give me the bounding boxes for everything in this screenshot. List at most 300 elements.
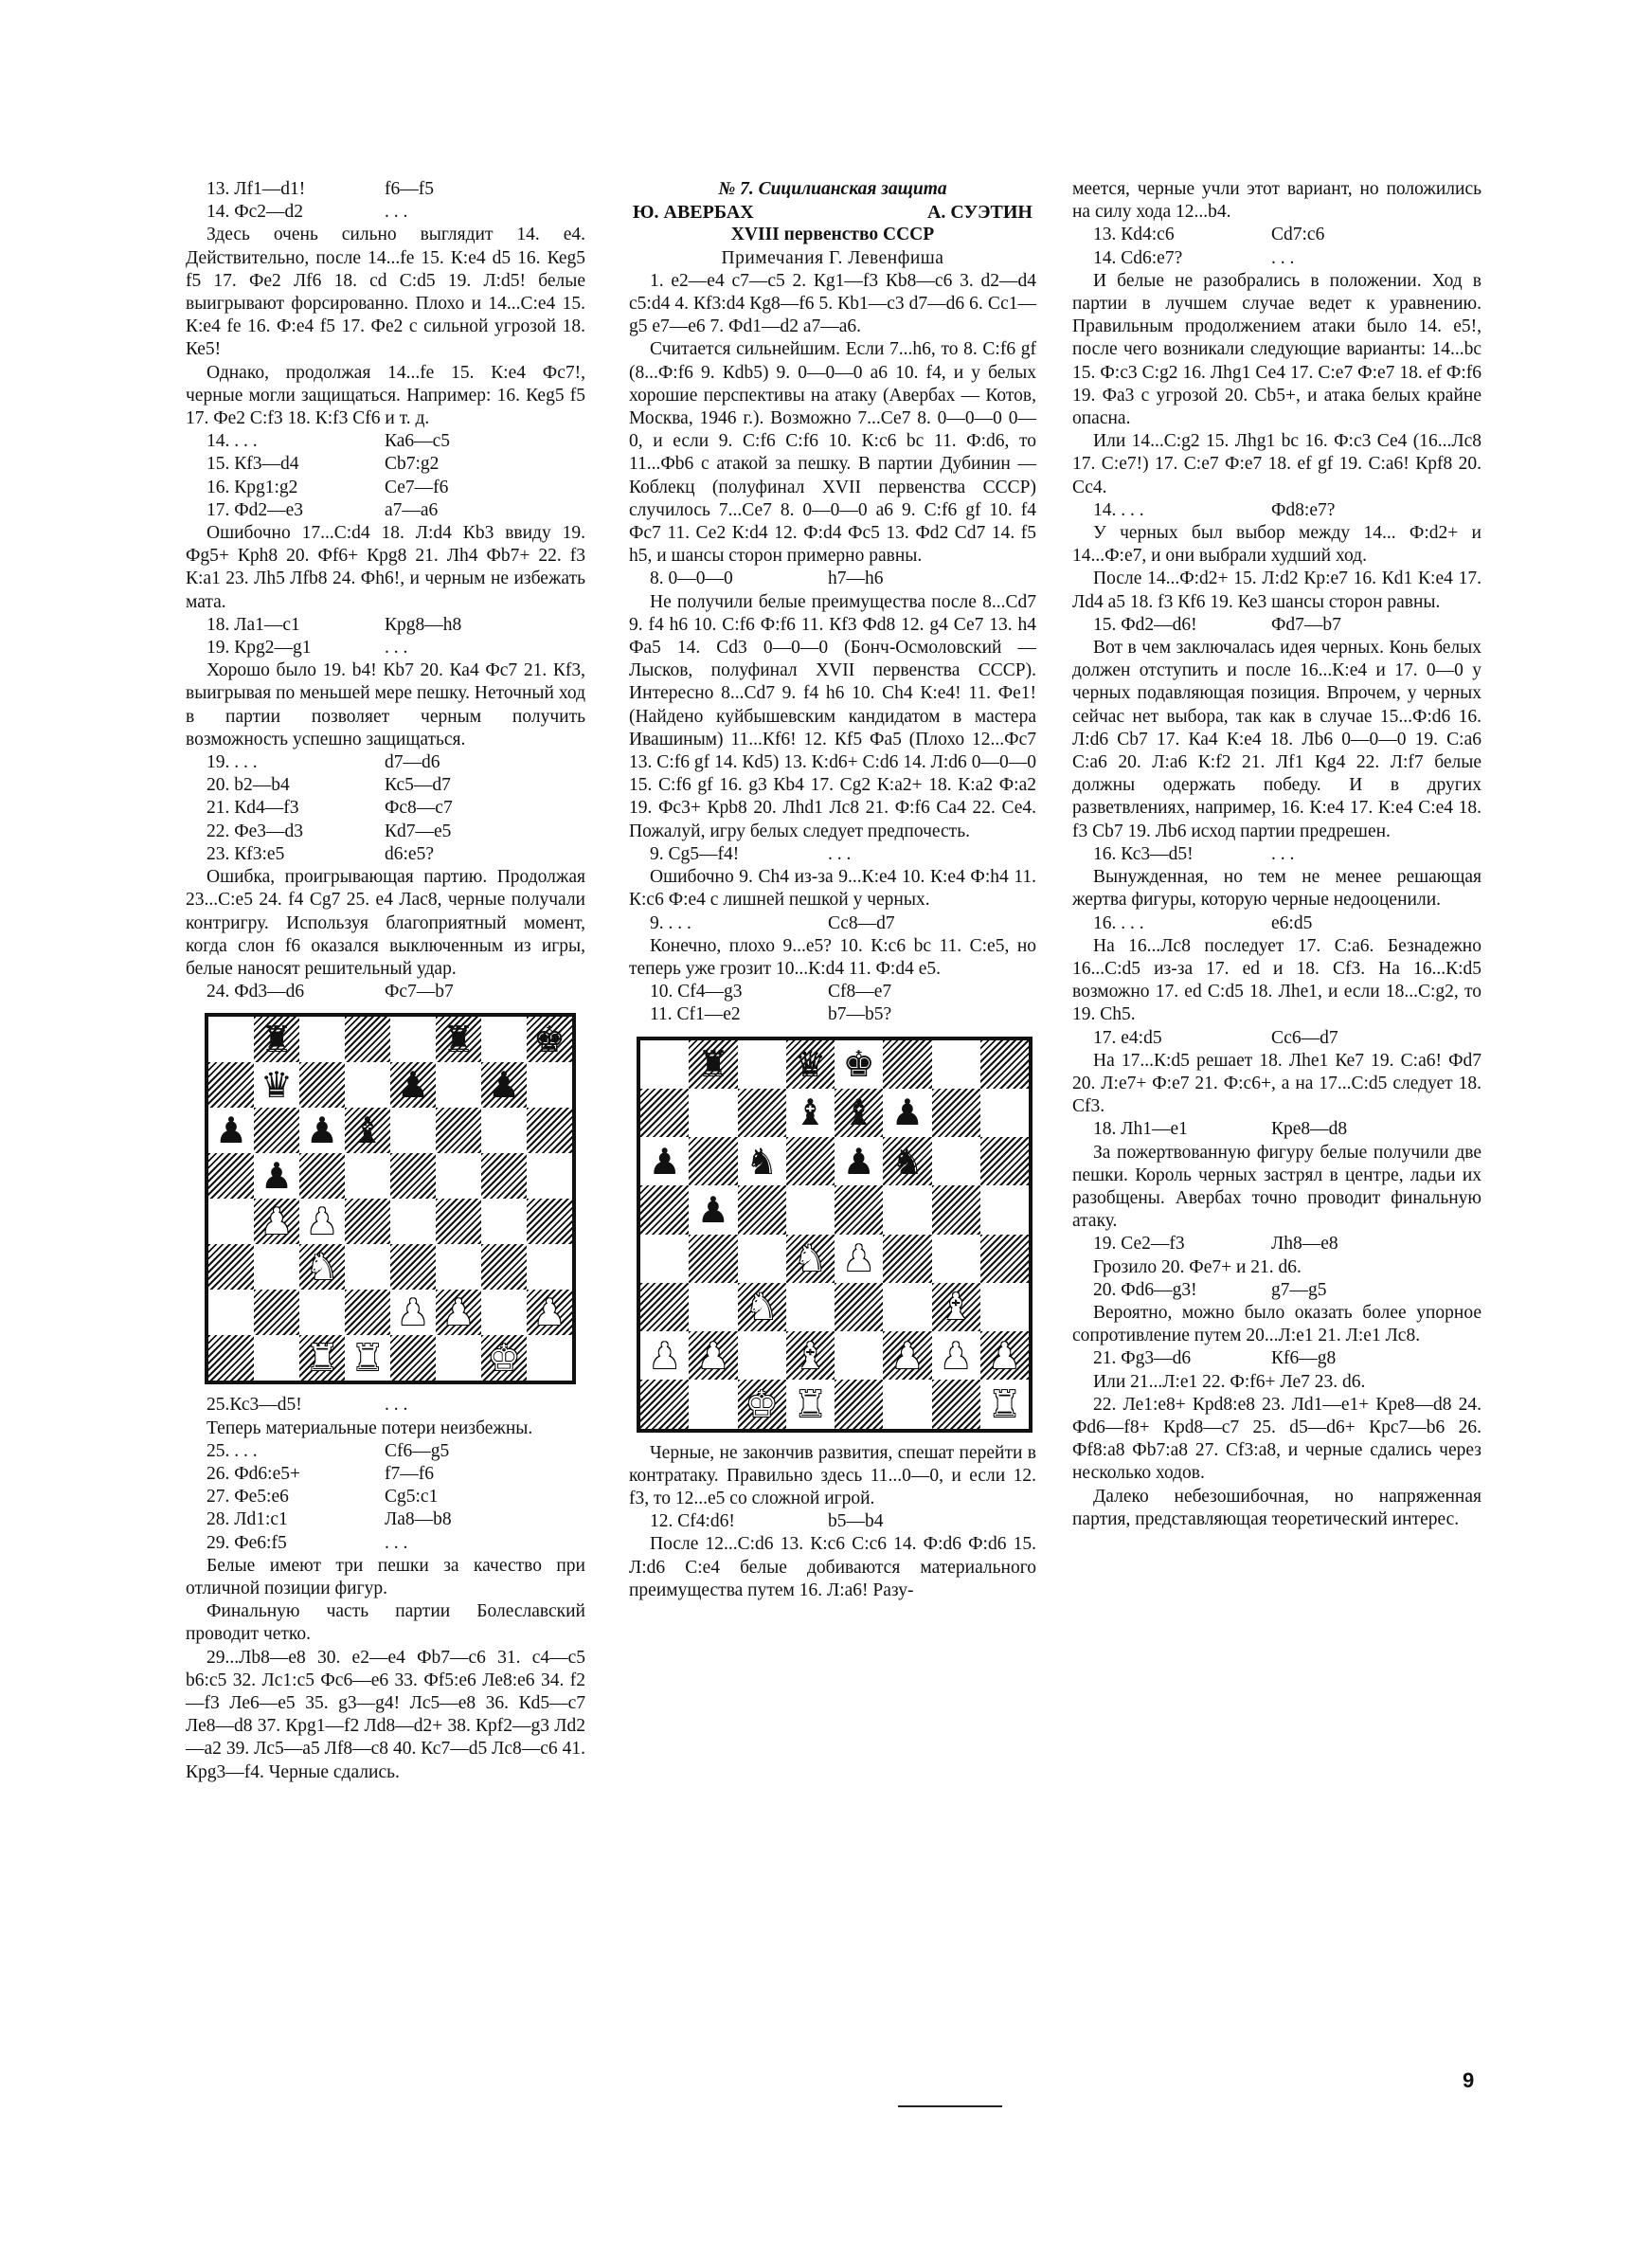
white-move: 20. Фd6—g3! (1093, 1279, 1197, 1300)
black-move: . . . (828, 843, 852, 864)
board-square (299, 1062, 345, 1108)
black-move: d7—d6 (385, 752, 440, 773)
white-move: 14. . . . (206, 431, 258, 452)
board-square (786, 1089, 835, 1137)
commentary-paragraph: Ошибочно 9. Сh4 из-за 9...К:е4 10. К:е4 Ф:h4 11. К:с6 Ф:е4 с лишней пешкой у черных. (629, 867, 1036, 911)
board-square (345, 1290, 390, 1335)
board-square (883, 1331, 931, 1380)
black-queen-icon: ♛ (260, 1064, 294, 1107)
board-square (738, 1089, 786, 1137)
commentary-paragraph: Ошибочно 17...С:d4 18. Л:d4 Кb3 ввиду 19. Фg5+ Крh8 20. Фf6+ Крg8 21. Лh4 Фb7+ 22. f3 К:а1 23. Лh5 Лfb8 24. Фh6!, и черным не избежать мата. (186, 523, 585, 612)
white-move: 21. Кd4—f3 (206, 798, 299, 819)
black-pawn-icon: ♟ (696, 1188, 729, 1231)
commentary-paragraph: У черных был выбор между 14... Ф:d2+ и 14...Ф:е7, и они выбрали худший ход. (1072, 523, 1481, 567)
black-move: а7—а6 (385, 499, 439, 520)
board-square (932, 1235, 980, 1283)
white-move: 25. . . . (206, 1440, 258, 1461)
commentary-paragraph: Вероятно, можно было оказать более упорное сопротивление путем 20...Л:е1 21. Л:е1 Лс8. (1072, 1302, 1481, 1346)
move-line (629, 981, 1036, 1003)
board-square (527, 1199, 572, 1244)
black-pawn-icon: ♟ (890, 1092, 924, 1134)
board-square (980, 1283, 1029, 1331)
board-square (835, 1137, 883, 1185)
board-square (786, 1040, 835, 1089)
black-rook-icon: ♜ (260, 1019, 294, 1061)
white-move: 23. Кf3:е5 (206, 843, 285, 864)
board-square (208, 1062, 254, 1108)
commentary-paragraph: Белые имеют три пешки за качество при отличной позиции фигур. (186, 1555, 585, 1598)
move-line (186, 797, 585, 820)
board-square (527, 1017, 572, 1062)
board-square (436, 1335, 481, 1381)
board-square (980, 1137, 1029, 1185)
move-line (1072, 843, 1481, 866)
black-pawn-icon: ♟ (305, 1110, 339, 1152)
white-move: 27. Фе5:е6 (206, 1487, 289, 1508)
board-square (689, 1331, 737, 1380)
board-square (738, 1185, 786, 1234)
move-line (186, 430, 585, 453)
commentary-paragraph: меется, черные учли этот вариант, но положились на силу хода 12...b4. (1072, 179, 1481, 223)
board-square (835, 1185, 883, 1234)
board-square (345, 1017, 390, 1062)
board-square (689, 1089, 737, 1137)
board-square (738, 1137, 786, 1185)
board-square (640, 1040, 689, 1089)
board-square (299, 1153, 345, 1199)
white-pawn-icon: ♟ (890, 1334, 924, 1377)
black-move: Сс6—d7 (1271, 1027, 1338, 1048)
white-move: 26. Фd6:е5+ (206, 1463, 300, 1484)
board-square (208, 1244, 254, 1290)
move-line (1072, 1233, 1481, 1255)
black-bishop-icon: ♝ (794, 1092, 827, 1134)
board-square (689, 1235, 737, 1283)
commentary-paragraph: После 14...Ф:d2+ 15. Л:d2 Кр:е7 16. Кd1 К:е4 17. Лd4 а5 18. f3 Кf6 19. Ке3 шансы сторон равны. (1072, 569, 1481, 612)
commentary-paragraph: 29...Лb8—е8 30. е2—е4 Фb7—с6 31. с4—с5 b6:с5 32. Лс1:с5 Фс6—е6 33. Фf5:е6 Ле8:е6 34. f2—f3 Ле6—е5 35. g3—g4! Лс5—е8 36. Кd5—с7 Ле8—d8 37. Крg1—f2 Лd8—d2+ 38. Крf2—g3 Лd2—а2 39. Лс5—а5 Лf8—с8 40. Кс7—d5 Лс8—с6 41. Крg3—f4. Черные сдались. (186, 1647, 585, 1782)
black-move: . . . (1271, 843, 1295, 864)
board-square (835, 1283, 883, 1331)
white-move: 25.Кс3—d5! (206, 1395, 302, 1416)
white-move: 8. 0—0—0 (650, 569, 733, 589)
black-move: . . . (385, 1395, 408, 1416)
board-square (254, 1108, 299, 1153)
white-pawn-icon: ♟ (648, 1334, 681, 1377)
black-move: Лh8—е8 (1271, 1234, 1338, 1255)
move-line (186, 981, 585, 1003)
board-square (980, 1089, 1029, 1137)
board-square (481, 1244, 527, 1290)
column-1-text-top (186, 178, 585, 1003)
move-line (1072, 224, 1481, 246)
move-line (1072, 1118, 1481, 1141)
board-square (345, 1153, 390, 1199)
board-square (689, 1283, 737, 1331)
board-square (254, 1290, 299, 1335)
board-square (390, 1108, 436, 1153)
white-move: 9. Сg5—f4! (650, 843, 740, 864)
move-line (186, 453, 585, 476)
board-square (883, 1040, 931, 1089)
black-pawn-icon: ♟ (842, 1140, 875, 1183)
board-square (932, 1283, 980, 1331)
commentary-paragraph: Черные, не закончив развития, спешат перейти в контратаку. Правильно здесь 11...0—0, и если 12. f3, то 12...е5 со сложной игрой. (629, 1442, 1036, 1508)
board-square (390, 1062, 436, 1108)
white-bishop-icon: ♝ (794, 1334, 827, 1377)
board-square (786, 1380, 835, 1428)
board-square (689, 1380, 737, 1428)
black-bishop-icon: ♝ (350, 1110, 385, 1152)
white-move: 21. Фg3—d6 (1093, 1348, 1192, 1369)
white-pawn-icon: ♟ (396, 1291, 430, 1334)
move-line (1072, 247, 1481, 270)
commentary-paragraph: На 17...К:d5 решает 18. Лhе1 Ке7 19. С:а6! Фd7 20. Л:е7+ Ф:е7 21. Ф:с6+, а на 17...С:d5 следует 18. Сf3. (1072, 1050, 1481, 1117)
white-move: 19. . . . (206, 752, 258, 773)
board-square (980, 1331, 1029, 1380)
move-line (1072, 1347, 1481, 1370)
black-move: . . . (385, 202, 408, 223)
board-square (835, 1380, 883, 1428)
black-move: Сf8—е7 (828, 982, 892, 1002)
board-square (640, 1331, 689, 1380)
white-bishop-icon: ♝ (940, 1286, 973, 1328)
white-pawn-icon: ♟ (305, 1201, 339, 1243)
white-rook-icon: ♜ (350, 1337, 385, 1380)
column-3 (1072, 178, 1481, 1531)
black-move: Кс5—d7 (385, 775, 451, 796)
board-square (883, 1283, 931, 1331)
white-move: 18. Лh1—е1 (1093, 1119, 1188, 1140)
board-square (481, 1153, 527, 1199)
white-rook-icon: ♜ (794, 1382, 827, 1425)
move-line (186, 1440, 585, 1463)
black-move: Кd7—е5 (385, 821, 452, 841)
board-square (786, 1235, 835, 1283)
board-square (208, 1199, 254, 1244)
move-line (186, 201, 585, 224)
move-line (186, 614, 585, 637)
commentary-paragraph: Однако, продолжая 14...fe 15. К:е4 Фс7!, черные могли защищаться. Например: 16. Кеg5 f5 17. Фе2 С:f3 18. К:f3 Сf6 и т. д. (186, 362, 585, 429)
board-square (436, 1244, 481, 1290)
board-square (640, 1283, 689, 1331)
board-square (527, 1153, 572, 1199)
white-move: 11. Сf1—е2 (650, 1004, 741, 1025)
board-square (689, 1185, 737, 1234)
board-square (254, 1244, 299, 1290)
board-square (299, 1199, 345, 1244)
board-square (345, 1062, 390, 1108)
black-move: b7—b5? (828, 1004, 892, 1025)
event-name: XVIII первенство СССР (730, 225, 935, 245)
white-king-icon: ♚ (487, 1337, 521, 1380)
white-move: 17. е4:d5 (1093, 1027, 1162, 1048)
move-line (1072, 499, 1481, 522)
black-move: Се7—f6 (385, 477, 449, 497)
move-line (186, 821, 585, 843)
board-square (390, 1244, 436, 1290)
board-square (980, 1235, 1029, 1283)
white-move: 29. Фе6:f5 (206, 1532, 287, 1553)
board-square (345, 1199, 390, 1244)
white-pawn-icon: ♟ (532, 1291, 566, 1334)
board-square (481, 1199, 527, 1244)
white-move: 24. Фd3—d6 (206, 982, 305, 1002)
board-square (786, 1185, 835, 1234)
board-square (786, 1331, 835, 1380)
commentary-paragraph: Или 14...С:g2 15. Лhg1 bc 16. Ф:с3 Се4 (16...Лс8 17. С:е7!) 17. С:е7 Ф:е7 18. ef gf 19. С:а6! Крf8 20. Сс4. (1072, 431, 1481, 497)
white-move: 20. b2—b4 (206, 775, 290, 796)
board-square (481, 1290, 527, 1335)
black-king-icon: ♚ (842, 1043, 875, 1086)
black-move: d6:е5? (385, 843, 434, 864)
board-square (254, 1062, 299, 1108)
move-line (186, 774, 585, 797)
white-knight-icon: ♞ (794, 1237, 827, 1280)
game-title: № 7. Сицилианская защита (718, 179, 947, 199)
board-square (481, 1017, 527, 1062)
black-move: Сf6—g5 (385, 1440, 450, 1461)
move-line (629, 1510, 1036, 1533)
board-square (932, 1331, 980, 1380)
move-line (186, 751, 585, 774)
white-king-icon: ♚ (745, 1382, 779, 1425)
board-square (883, 1089, 931, 1137)
move-line (629, 568, 1036, 590)
white-pawn-icon: ♟ (260, 1201, 294, 1243)
board-square (299, 1108, 345, 1153)
board-square (738, 1380, 786, 1428)
board-square (345, 1244, 390, 1290)
board-square (208, 1108, 254, 1153)
board-square (254, 1017, 299, 1062)
board-square (345, 1108, 390, 1153)
board-square (436, 1290, 481, 1335)
board-square (436, 1017, 481, 1062)
board-square (527, 1244, 572, 1290)
footer-rule (898, 2105, 1002, 2107)
black-move: Фd8:е7? (1271, 499, 1336, 520)
black-bishop-icon: ♝ (842, 1092, 875, 1134)
commentary-paragraph: Или 21...Л:е1 22. Ф:f6+ Ле7 23. d6. (1093, 1371, 1366, 1392)
black-move: Фс7—b7 (385, 982, 454, 1002)
commentary-paragraph: 22. Ле1:е8+ Крd8:е8 23. Лd1—е1+ Кре8—d8 24. Фd6—f8+ Крd8—с7 25. d5—d6+ Крс7—b6 26. Фf8:а8 Фb7:а8 27. Сf3:а8, и черные сдались через несколько ходов. (1072, 1394, 1481, 1484)
commentary-paragraph: Здесь очень сильно выглядит 14. е4. Действительно, после 14...fe 15. К:е4 d5 16. Кеg5 f5 17. Фе2 Лf6 18. cd С:d5 19. Л:d5! белые выигрывают форсированно. Плохо и 14...С:е4 15. К:е4 fe 16. Ф:е4 f5 17. Фе2 с сильной угрозой 18. Ке5! (186, 225, 585, 360)
move-line (186, 499, 585, 522)
move-line (1072, 912, 1481, 935)
black-rook-icon: ♜ (441, 1019, 476, 1061)
column-2-text-bottom (629, 1442, 1036, 1602)
black-move: Сg5:с1 (385, 1487, 439, 1508)
black-pawn-icon: ♟ (487, 1064, 521, 1107)
commentary-paragraph: Далеко небезошибочная, но напряженная партия, представляющая теоретический интерес. (1072, 1486, 1481, 1529)
board-square (640, 1380, 689, 1428)
board-square (980, 1185, 1029, 1234)
black-player: А. СУЭТИН (926, 202, 1032, 224)
commentary-paragraph: Грозило 20. Фе7+ и 21. d6. (1093, 1256, 1302, 1277)
black-move: . . . (385, 1532, 408, 1553)
board-square (689, 1137, 737, 1185)
white-move: 15. Фd2—d6! (1093, 614, 1197, 635)
board-square (254, 1199, 299, 1244)
board-square (527, 1335, 572, 1381)
black-move: Кf6—g8 (1271, 1348, 1337, 1369)
commentary-paragraph: Не получили белые преимущества после 8...Сd7 9. f4 h6 10. С:f6 Ф:f6 11. Кf3 Фd8 12. g4 Се7 13. h4 Фа5 14. Сd3 0—0—0 (Бонч-Осмоловский — Лысков, полуфинал XVII первенства СССР). Интересно 8...Сd7 9. f4 h6 10. Сh4 К:е4! 11. Фе1! (Найдено куйбышевским кандидатом в мастера Ивашиным) 11...Кf6! 12. Кf5 Фа5 (Плохо 12...Фс7 13. С:f6 gf 14. Кd5) 13. К:d6+ С:d6 14. Л:d6 0—0—0 15. С:f6 gf 16. g3 Кb4 17. Сg2 К:а2+ 18. К:а2 Ф:а2 19. Фс3+ Крb8 20. Лhd1 Лс8 21. Ф:f6 Са4 22. Се4. Пожалуй, игру белых следует предпочесть. (629, 591, 1036, 841)
commentary-paragraph: Вынужденная, но тем не менее решающая жертва фигуры, которую черные недооценили. (1072, 867, 1481, 911)
commentary-paragraph: Теперь материальные потери неизбежны. (206, 1417, 533, 1438)
board-square (527, 1290, 572, 1335)
commentary-paragraph: И белые не разобрались в положении. Ход в партии в лучшем случае ведет к уравнению. Правильным продолжением атаки было 14. е5!, после чего возникали следующие варианты: 14...bc 15. Ф:с3 С:g2 16. Лhg1 Се4 17. С:е7 Ф:е7 18. ef Ф:f6 19. Фа3 с угрозой 20. Сb5+, и атака белых крайне опасна. (1072, 270, 1481, 429)
move-line (186, 637, 585, 659)
move-line (186, 1394, 585, 1417)
board-square (640, 1137, 689, 1185)
board-square (299, 1017, 345, 1062)
board-square (932, 1137, 980, 1185)
black-pawn-icon: ♟ (648, 1140, 681, 1183)
black-knight-icon: ♞ (745, 1140, 779, 1183)
black-move: Ла8—b8 (385, 1509, 452, 1530)
black-move: f7—f6 (385, 1463, 434, 1484)
commentary-paragraph: На 16...Лс8 последует 17. С:а6. Безнадежно 16...С:d5 из-за 17. ed и 18. Сf3. На 16...К:d5 возможно 17. ed С:d5 18. Лhе1, и если 18...С:g2, то 19. Сh5. (1072, 935, 1481, 1025)
commentary-paragraph: Хорошо было 19. b4! Кb7 20. Ка4 Фс7 21. Кf3, выигрывая по меньшей мере пешку. Неточный ход в партии позволяет черным получить возможность успешно защищаться. (186, 660, 585, 749)
white-move: 14. . . . (1093, 499, 1144, 520)
black-move: h7—h6 (828, 569, 884, 589)
commentary-paragraph: За пожертвованную фигуру белые получили две пешки. Король черных застрял в центре, ладьи их разобщены. Авербах точно проводит финальную атаку. (1072, 1142, 1481, 1232)
white-pawn-icon: ♟ (940, 1334, 973, 1377)
white-move: 14. Сd6:е7? (1093, 247, 1183, 268)
commentary-paragraph: 1. е2—е4 с7—с5 2. Кg1—f3 Кb8—с6 3. d2—d4 с5:d4 4. Кf3:d4 Кg8—f6 5. Кb1—с3 d7—d6 6. Сс1—g5 е7—е6 7. Фd1—d2 а7—а6. (629, 270, 1036, 337)
move-line (186, 1486, 585, 1508)
column-1-text-bottom (186, 1394, 585, 1783)
white-move: 18. Ла1—с1 (206, 614, 300, 635)
board-square (932, 1040, 980, 1089)
commentary-paragraph: Вот в чем заключалась идея черных. Конь белых должен отступить и после 16...К:е4 и 17. 0—0 у черных подавляющая позиция. Впрочем, у черных сейчас нет выбора, так как в случае 15...Ф:d6 16. Л:d6 Сb7 17. Ка4 К:е4 18. Лb6 0—0—0 19. С:а6 С:а6 20. Л:а6 К:f2 21. Лf1 Кg4 22. Л:f7 белые должны одержать победу. И в других разветвлениях, например, 16. К:е4 17. К:е4 С:е4 18. f3 Сb7 19. Лb6 исход партии предрешен. (1072, 638, 1481, 841)
white-move: 16. . . . (1093, 912, 1144, 933)
black-pawn-icon: ♟ (214, 1110, 248, 1152)
column-2 (629, 178, 1036, 1602)
move-line (629, 843, 1036, 866)
white-move: 22. Фе3—d3 (206, 821, 304, 841)
white-move: 10. Сf4—g3 (650, 982, 743, 1002)
board-square (436, 1199, 481, 1244)
board-square (640, 1235, 689, 1283)
board-square (883, 1137, 931, 1185)
black-move: . . . (385, 638, 408, 659)
board-square (436, 1108, 481, 1153)
white-move: 28. Лd1:с1 (206, 1509, 288, 1530)
black-queen-icon: ♛ (794, 1043, 827, 1086)
board-square (390, 1017, 436, 1062)
white-move: 13. Лf1—d1! (206, 179, 306, 199)
chess-diagram-1 (205, 1013, 576, 1384)
board-square (481, 1335, 527, 1381)
board-square (883, 1235, 931, 1283)
commentary-paragraph: После 12...С:d6 13. К:с6 С:с6 14. Ф:d6 Ф:d6 15. Л:d6 С:е4 белые добиваются материального преимущества путем 16. Л:а6! Разу- (629, 1534, 1036, 1600)
black-move: Сс8—d7 (828, 912, 895, 933)
game-players (629, 201, 1036, 224)
board-square (299, 1290, 345, 1335)
commentary-paragraph: Конечно, плохо 9...е5? 10. К:с6 bc 11. С:е5, но теперь уже грозит 10...К:d4 11. Ф:d4 е5. (629, 935, 1036, 979)
board-square (932, 1185, 980, 1234)
board-square (640, 1185, 689, 1234)
board-square (390, 1290, 436, 1335)
move-line (186, 1463, 585, 1486)
board-square (883, 1185, 931, 1234)
board-square (390, 1153, 436, 1199)
commentary-paragraph: Финальную часть партии Болеславский проводит четко. (186, 1601, 585, 1645)
black-pawn-icon: ♟ (260, 1155, 294, 1198)
white-move: 19. Се2—f3 (1093, 1234, 1185, 1255)
black-king-icon: ♚ (532, 1019, 566, 1061)
white-player: Ю. АВЕРБАХ (633, 202, 754, 224)
column-2-text-top (629, 270, 1036, 1027)
black-knight-icon: ♞ (890, 1140, 924, 1183)
black-move: f6—f5 (385, 179, 434, 199)
board-square (980, 1380, 1029, 1428)
black-move: Сb7:g2 (385, 454, 440, 475)
board-square (208, 1017, 254, 1062)
white-pawn-icon: ♟ (441, 1291, 476, 1334)
board-square (527, 1108, 572, 1153)
black-move: Сd7:с6 (1271, 225, 1325, 245)
move-line (186, 178, 585, 201)
board-square (208, 1290, 254, 1335)
white-pawn-icon: ♟ (696, 1334, 729, 1377)
move-line (1072, 1279, 1481, 1302)
board-square (835, 1235, 883, 1283)
move-line (629, 912, 1036, 935)
white-pawn-icon: ♟ (842, 1237, 875, 1280)
black-move: Ка6—с5 (385, 431, 451, 452)
black-move: b5—b4 (828, 1511, 884, 1532)
board-square (738, 1040, 786, 1089)
black-move: Крg8—h8 (385, 614, 462, 635)
board-square (883, 1380, 931, 1428)
board-square (254, 1335, 299, 1381)
board-square (299, 1244, 345, 1290)
board-square (738, 1235, 786, 1283)
white-move: 9. . . . (650, 912, 691, 933)
white-move: 16. Крg1:g2 (206, 477, 298, 497)
black-pawn-icon: ♟ (396, 1064, 430, 1107)
black-move: Кре8—d8 (1271, 1119, 1348, 1140)
board-square (390, 1335, 436, 1381)
board-square (835, 1089, 883, 1137)
white-move: 14. Фс2—d2 (206, 202, 304, 223)
board-square (835, 1331, 883, 1380)
board-square (208, 1335, 254, 1381)
white-knight-icon: ♞ (745, 1286, 779, 1328)
board-square (738, 1331, 786, 1380)
board-square (689, 1040, 737, 1089)
move-line (186, 477, 585, 499)
move-line (1072, 614, 1481, 637)
board-square (299, 1335, 345, 1381)
board-square (640, 1089, 689, 1137)
black-move: g7—g5 (1271, 1279, 1327, 1300)
black-move: е6:d5 (1271, 912, 1313, 933)
column-1 (186, 178, 585, 1784)
move-line (186, 1508, 585, 1531)
board-square (980, 1040, 1029, 1089)
white-move: 16. Кс3—d5! (1093, 843, 1194, 864)
board-square (436, 1062, 481, 1108)
move-line (629, 1003, 1036, 1026)
commentary-paragraph: Ошибка, проигрывающая партию. Продолжая 23...С:е5 24. f4 Сg7 25. е4 Лас8, черные получали контригру. Используя благоприятный момент, когда слон f6 оказался выключенным из игры, белые наносят решительный удар. (186, 867, 585, 979)
board-square (481, 1062, 527, 1108)
board-square (932, 1380, 980, 1428)
board-square (835, 1040, 883, 1089)
board-square (738, 1283, 786, 1331)
